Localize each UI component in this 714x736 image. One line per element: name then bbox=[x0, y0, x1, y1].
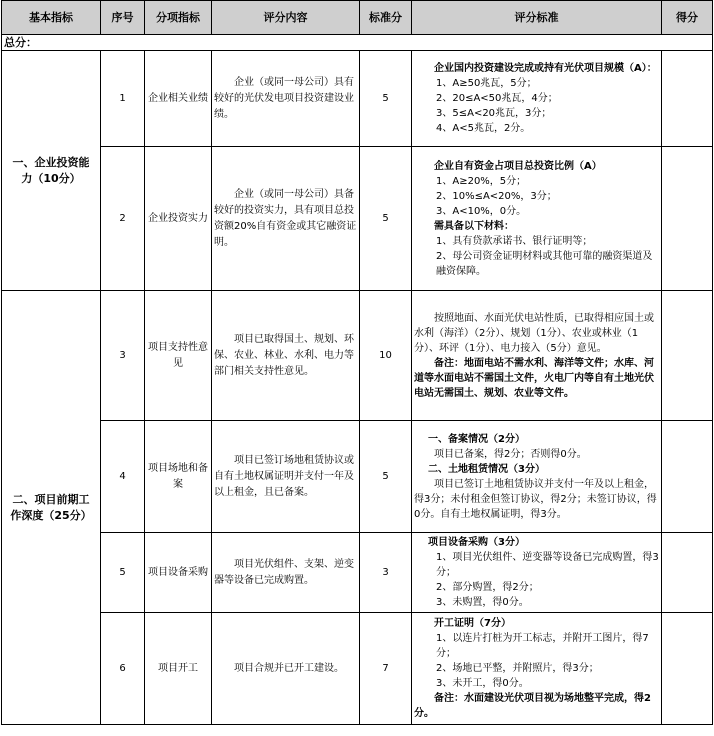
criteria-note: 备注：水面建设光伏项目视为场地整平完成，得2分。 bbox=[414, 693, 651, 719]
standard-score: 5 bbox=[360, 51, 412, 147]
criteria-line: 2、10%≤A<20%，3分； bbox=[436, 190, 557, 202]
content-text: 企业（或同一母公司）具有较好的光伏发电项目投资建设业绩。 bbox=[214, 76, 354, 120]
criteria-line: 1、项目光伏组件、逆变器等设备已完成购置，得3分； bbox=[436, 552, 659, 578]
criteria-line: 项目已备案，得2分；否则得0分。 bbox=[434, 448, 587, 460]
content-text: 项目光伏组件、支架、逆变器等设备已完成购置。 bbox=[214, 558, 354, 586]
score-cell[interactable] bbox=[662, 291, 713, 421]
scoring-content bbox=[212, 613, 360, 725]
table-row bbox=[2, 613, 713, 725]
table-row bbox=[2, 147, 713, 291]
row-number: 6 bbox=[101, 613, 145, 725]
sub-indicator: 项目支持性意见 bbox=[145, 291, 212, 421]
scoring-criteria bbox=[412, 533, 662, 613]
total-row bbox=[2, 35, 713, 51]
criteria-line: 3、5≤A<20兆瓦，3分； bbox=[436, 108, 552, 119]
scoring-criteria bbox=[412, 51, 662, 147]
content-text: 项目已签订场地租赁协议或自有土地权属证明并支付一年及以上租金，且已备案。 bbox=[214, 454, 354, 498]
total-label: 总分： bbox=[2, 35, 713, 51]
criteria-note: 备注：地面电站不需水利、海洋等文件；水库、河道等水面电站不需国土文件，火电厂内等自有土地光伏电站无需国土、规划、农业等文件。 bbox=[414, 357, 654, 399]
criteria-line: 4、A<5兆瓦，2分。 bbox=[436, 123, 531, 134]
criteria-line: 3、未购置，得0分。 bbox=[436, 597, 529, 608]
table-row bbox=[2, 421, 713, 533]
row-number: 5 bbox=[101, 533, 145, 613]
header-standard-score: 标准分 bbox=[360, 1, 412, 35]
criteria-heading: 企业国内投资建设完成或持有光伏项目规模（A）： bbox=[434, 63, 657, 74]
criteria-line: 2、部分购置，得2分； bbox=[436, 582, 539, 593]
scoring-table bbox=[1, 0, 713, 725]
table-row bbox=[2, 291, 713, 421]
content-text: 企业（或同一母公司）具备较好的投资实力，具有项目总投资额20%自有资金或其它融资证明。 bbox=[214, 188, 357, 248]
scoring-content bbox=[212, 51, 360, 147]
criteria-line: 1、以连片打桩为开工标志，并附开工图片，得7分； bbox=[436, 633, 649, 659]
header-row bbox=[2, 1, 713, 35]
criteria-heading: 需具备以下材料： bbox=[434, 220, 514, 232]
criteria-line: 1、具有贷款承诺书、银行证明等； bbox=[436, 235, 593, 247]
criteria-line: 2、20≤A<50兆瓦，4分； bbox=[436, 93, 558, 104]
score-cell[interactable] bbox=[662, 51, 713, 147]
score-cell[interactable] bbox=[662, 421, 713, 533]
criteria-line: 1、A≥20%，5分； bbox=[436, 175, 527, 187]
category-investment-capability: 一、企业投资能力（10分） bbox=[2, 51, 101, 291]
criteria-heading: 二、土地租赁情况（3分） bbox=[428, 463, 545, 475]
row-number: 1 bbox=[101, 51, 145, 147]
header-number: 序号 bbox=[101, 1, 145, 35]
criteria-line: 2、场地已平整，并附照片，得3分； bbox=[436, 663, 599, 674]
scoring-criteria bbox=[412, 147, 662, 291]
table-row bbox=[2, 51, 713, 147]
scoring-criteria bbox=[412, 291, 662, 421]
scoring-criteria bbox=[412, 421, 662, 533]
standard-score: 5 bbox=[360, 421, 412, 533]
scoring-content bbox=[212, 421, 360, 533]
row-number: 4 bbox=[101, 421, 145, 533]
row-number: 3 bbox=[101, 291, 145, 421]
criteria-line: 项目已签订土地租赁协议并支付一年及以上租金，得3分；未付租金但签订协议，得2分；未签订协议，得0分。自有土地权属证明，得3分。 bbox=[414, 478, 657, 520]
score-cell[interactable] bbox=[662, 533, 713, 613]
criteria-heading: 一、备案情况（2分） bbox=[428, 433, 525, 445]
sub-indicator: 企业投资实力 bbox=[145, 147, 212, 291]
header-basic-indicator: 基本指标 bbox=[2, 1, 101, 35]
scoring-content bbox=[212, 291, 360, 421]
criteria-line: 按照地面、水面光伏电站性质，已取得相应国土或水利（海洋）（2分）、规划（1分）、农业或林业（1分）、环评（1分）、电力接入（5分）意见。 bbox=[414, 312, 654, 354]
sub-indicator: 项目设备采购 bbox=[145, 533, 212, 613]
standard-score: 7 bbox=[360, 613, 412, 725]
sub-indicator: 项目场地和备案 bbox=[145, 421, 212, 533]
scoring-content bbox=[212, 533, 360, 613]
sub-indicator: 企业相关业绩 bbox=[145, 51, 212, 147]
table-row bbox=[2, 533, 713, 613]
criteria-line: 2、母公司资金证明材料或其他可靠的融资渠道及融资保障。 bbox=[436, 250, 653, 277]
header-sub-indicator: 分项指标 bbox=[145, 1, 212, 35]
criteria-line: 3、A<10%，0分。 bbox=[436, 205, 527, 217]
header-content: 评分内容 bbox=[212, 1, 360, 35]
score-cell[interactable] bbox=[662, 613, 713, 725]
standard-score: 3 bbox=[360, 533, 412, 613]
category-preliminary-work: 二、项目前期工作深度（25分） bbox=[2, 291, 101, 725]
scoring-criteria bbox=[412, 613, 662, 725]
standard-score: 10 bbox=[360, 291, 412, 421]
standard-score: 5 bbox=[360, 147, 412, 291]
sub-indicator: 项目开工 bbox=[145, 613, 212, 725]
header-score: 得分 bbox=[662, 1, 713, 35]
criteria-heading: 企业自有资金占项目总投资比例（A） bbox=[434, 160, 602, 172]
criteria-heading: 项目设备采购（3分） bbox=[428, 537, 525, 548]
score-cell[interactable] bbox=[662, 147, 713, 291]
criteria-heading: 开工证明（7分） bbox=[434, 618, 511, 629]
scoring-content bbox=[212, 147, 360, 291]
content-text: 项目已取得国土、规划、环保、农业、林业、水利、电力等部门相关支持性意见。 bbox=[214, 333, 354, 377]
content-text: 项目合规并已开工建设。 bbox=[234, 662, 344, 674]
criteria-line: 3、未开工，得0分。 bbox=[436, 678, 529, 689]
row-number: 2 bbox=[101, 147, 145, 291]
criteria-line: 1、A≥50兆瓦，5分； bbox=[436, 78, 537, 89]
header-criteria: 评分标准 bbox=[412, 1, 662, 35]
